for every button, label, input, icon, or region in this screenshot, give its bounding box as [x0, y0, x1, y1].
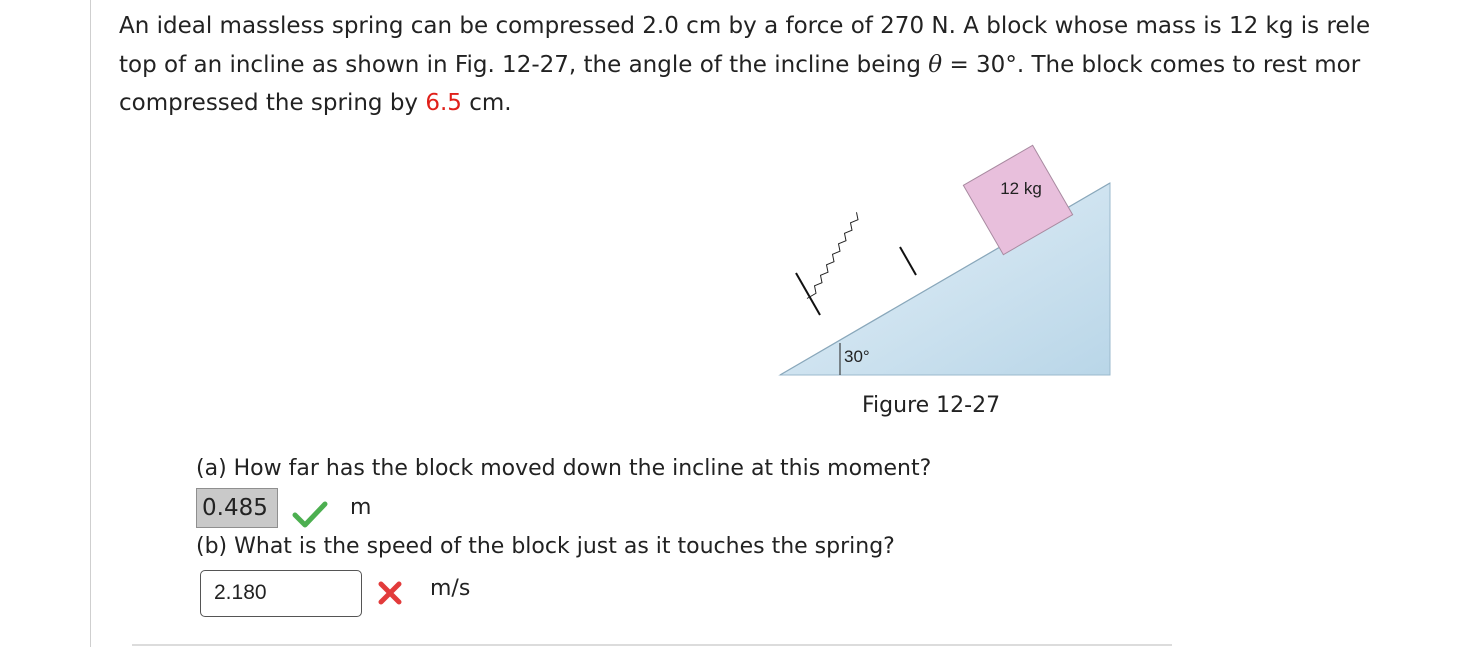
spring-coil: [807, 212, 858, 298]
unit-b: m/s: [430, 576, 471, 601]
problem-line-2: [119, 46, 1481, 85]
question-a: (a) How far has the block moved down the incline at this moment?: [196, 456, 932, 481]
angle-label: 30°: [844, 347, 870, 366]
problem-line-3: [119, 84, 1481, 123]
question-b: (b) What is the speed of the block just as it touches the spring?: [196, 534, 895, 559]
spring: [796, 212, 916, 315]
highlighted-value: 6.5: [425, 90, 462, 116]
block-label: 12 kg: [1000, 179, 1042, 198]
spring-wall: [796, 273, 820, 315]
answer-b-input[interactable]: 2.180: [200, 570, 362, 617]
problem-line-2-end: = 30°. The block comes to rest mor: [942, 51, 1361, 78]
figure-caption: Figure 12-27: [862, 393, 1001, 418]
check-icon: [292, 500, 328, 528]
left-border: [90, 0, 91, 647]
spring-end-plate: [900, 247, 916, 275]
cross-icon: [376, 579, 404, 607]
problem-statement: [119, 7, 1481, 123]
incline-figure: [778, 125, 1114, 377]
theta-symbol: θ: [928, 51, 943, 78]
problem-line-2-start: top of an incline as shown in Fig. 12-27, the angle of the incline being: [119, 51, 929, 78]
unit-a: m: [350, 495, 372, 520]
problem-line-1: An ideal massless spring can be compressed 2.0 cm by a force of 270 N. A block whose mass is 12 kg is rele: [119, 13, 1371, 39]
problem-line-3-start: compressed the spring by: [119, 90, 426, 116]
bottom-divider: [132, 644, 1172, 646]
answer-a-field: 0.485: [196, 488, 278, 528]
problem-line-3-end: cm.: [461, 90, 512, 116]
